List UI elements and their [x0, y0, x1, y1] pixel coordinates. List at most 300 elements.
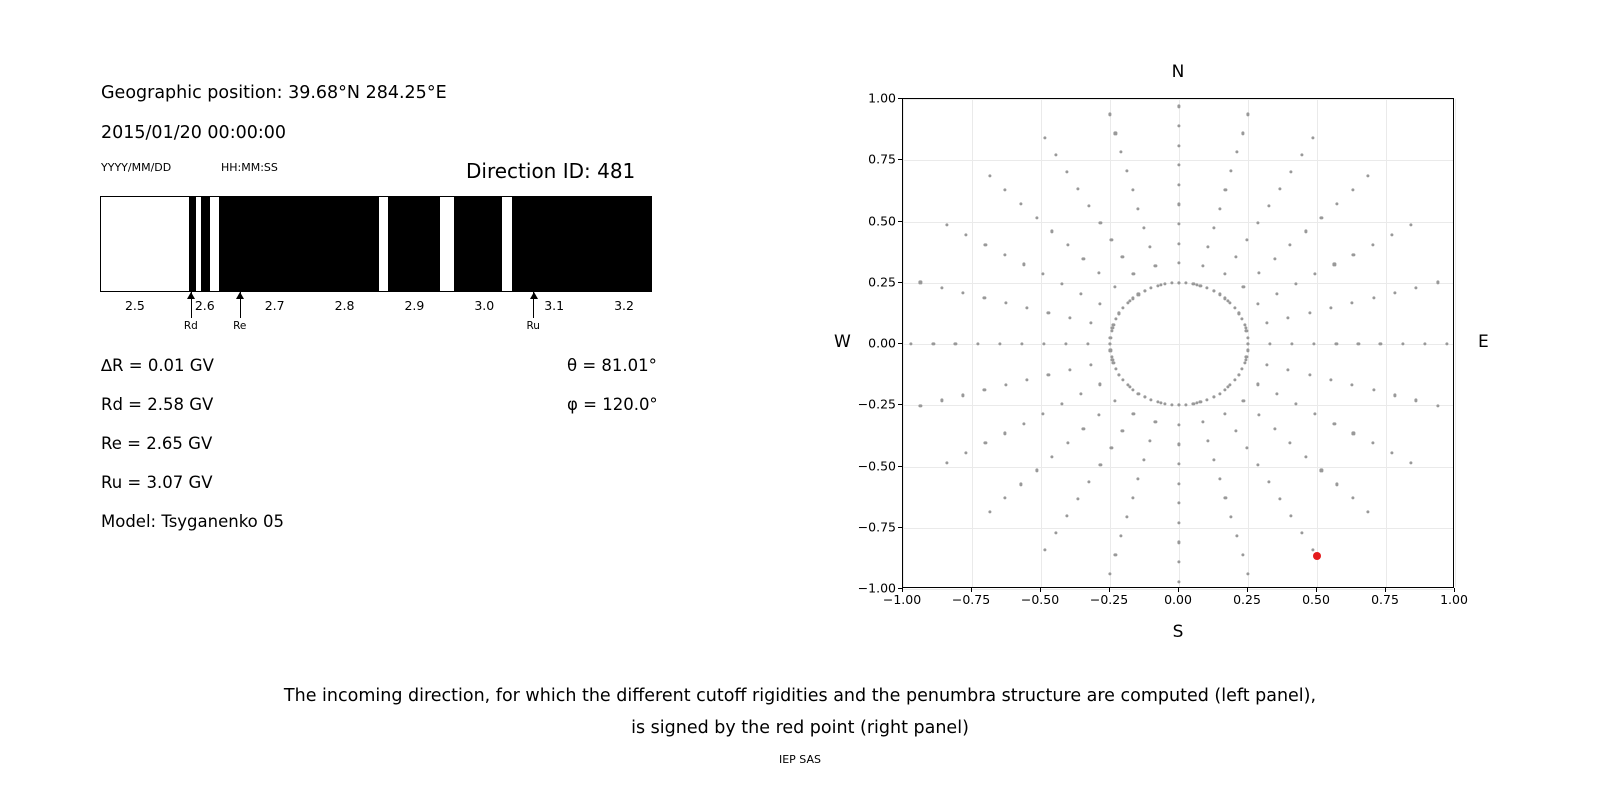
- direction-point: [1247, 113, 1250, 116]
- penumbra-forbidden-band: [189, 197, 196, 291]
- direction-point: [1118, 373, 1121, 376]
- direction-point: [1004, 301, 1007, 304]
- direction-point: [1110, 330, 1113, 333]
- penumbra-marker-arrow-icon: [240, 292, 241, 318]
- direction-point: [1201, 421, 1204, 424]
- direction-point: [1223, 272, 1226, 275]
- direction-point: [1287, 368, 1290, 371]
- direction-point: [1099, 221, 1102, 224]
- direction-point: [1240, 317, 1243, 320]
- direction-point: [1044, 137, 1047, 140]
- direction-point: [1409, 461, 1412, 464]
- direction-point: [1289, 441, 1292, 444]
- direction-point: [1185, 281, 1188, 284]
- direction-point: [1278, 497, 1281, 500]
- direction-point: [1273, 258, 1276, 261]
- direction-point: [1149, 398, 1152, 401]
- direction-point: [940, 286, 943, 289]
- penumbra-marker-label: Ru: [526, 320, 540, 332]
- direction-point: [1022, 263, 1025, 266]
- direction-point: [1137, 392, 1140, 395]
- direction-point: [1265, 321, 1268, 324]
- penumbra-bar: [100, 196, 652, 292]
- sky-map-plot-area: [902, 98, 1454, 588]
- direction-point: [1267, 204, 1270, 207]
- direction-id-label: Direction ID: 481: [466, 159, 636, 183]
- direction-point: [1122, 378, 1125, 381]
- footer-label: IEP SAS: [778, 753, 822, 766]
- direction-point: [1300, 154, 1303, 157]
- direction-point: [1055, 154, 1058, 157]
- direction-point: [1177, 222, 1180, 225]
- penumbra-tick-label: 2.7: [264, 298, 285, 313]
- penumbra-marker-label: Re: [233, 320, 247, 332]
- direction-point: [1313, 342, 1316, 345]
- direction-point: [1352, 432, 1355, 435]
- direction-point: [1114, 317, 1117, 320]
- direction-point: [1229, 383, 1232, 386]
- direction-point: [1114, 553, 1117, 556]
- direction-point: [1066, 244, 1069, 247]
- y-axis-tick-label: 0.00: [868, 335, 896, 351]
- y-axis-tick-label: 0.75: [868, 151, 896, 167]
- penumbra-forbidden-band: [454, 197, 502, 291]
- direction-point: [1099, 383, 1102, 386]
- direction-point: [1379, 342, 1382, 345]
- direction-point: [1019, 483, 1022, 486]
- direction-point: [1218, 293, 1221, 296]
- sky-map-panel: [790, 40, 1580, 660]
- direction-point: [1148, 439, 1151, 442]
- direction-point: [1066, 441, 1069, 444]
- direction-point: [1224, 388, 1227, 391]
- direction-point: [1240, 367, 1243, 370]
- y-axis-tick-mark: [898, 159, 902, 160]
- direction-point: [983, 389, 986, 392]
- penumbra-tick-label: 3.1: [544, 298, 565, 313]
- direction-point: [1044, 548, 1047, 551]
- direction-point: [1234, 255, 1237, 258]
- direction-point: [1035, 216, 1038, 219]
- direction-point: [1060, 282, 1063, 285]
- penumbra-marker-arrow-icon: [191, 292, 192, 318]
- direction-point: [1357, 342, 1360, 345]
- direction-point: [1235, 151, 1238, 154]
- direction-point: [1267, 480, 1270, 483]
- direction-point: [983, 296, 986, 299]
- direction-point: [1113, 285, 1116, 288]
- direction-point: [1177, 124, 1180, 127]
- direction-point: [1257, 271, 1260, 274]
- direction-point: [1177, 541, 1180, 544]
- direction-point: [1218, 477, 1221, 480]
- direction-point: [1212, 226, 1215, 229]
- direction-point: [932, 342, 935, 345]
- direction-point: [1177, 262, 1180, 265]
- penumbra-tick-label: 3.0: [474, 298, 495, 313]
- direction-point: [1082, 427, 1085, 430]
- direction-point: [1109, 349, 1112, 352]
- direction-point: [1114, 132, 1117, 135]
- direction-point: [1041, 273, 1044, 276]
- direction-point: [946, 224, 949, 227]
- direction-point: [1372, 389, 1375, 392]
- direction-point: [1300, 531, 1303, 534]
- direction-point: [1242, 400, 1245, 403]
- direction-point: [1177, 423, 1180, 426]
- direction-point: [988, 510, 991, 513]
- direction-point: [965, 451, 968, 454]
- direction-point: [1223, 412, 1226, 415]
- direction-point: [1351, 301, 1354, 304]
- param-model: Model: Tsyganenko 05: [101, 512, 285, 531]
- direction-point: [1055, 531, 1058, 534]
- direction-point: [1004, 497, 1007, 500]
- direction-point: [1082, 258, 1085, 261]
- y-axis-tick-mark: [898, 588, 902, 589]
- direction-point: [1143, 395, 1146, 398]
- direction-point: [1199, 284, 1202, 287]
- direction-point: [1335, 202, 1338, 205]
- direction-point: [984, 243, 987, 246]
- direction-point: [1110, 238, 1113, 241]
- param-rd: Rd = 2.58 GV: [101, 395, 214, 414]
- figure-caption: [0, 680, 1600, 744]
- penumbra-tick-label: 2.8: [334, 298, 355, 313]
- direction-point: [1132, 412, 1135, 415]
- direction-point: [1257, 413, 1260, 416]
- direction-point: [1089, 363, 1092, 366]
- direction-point: [1212, 395, 1215, 398]
- direction-point: [946, 461, 949, 464]
- direction-point: [1445, 342, 1448, 345]
- direction-point: [1163, 282, 1166, 285]
- direction-point: [984, 442, 987, 445]
- direction-point: [1304, 230, 1307, 233]
- direction-point: [1230, 515, 1233, 518]
- x-axis-tick-mark: [902, 588, 903, 592]
- compass-west-label: W: [834, 332, 851, 352]
- direction-point: [1142, 226, 1145, 229]
- y-axis-tick-mark: [898, 343, 902, 344]
- direction-point: [1003, 432, 1006, 435]
- direction-point: [1224, 496, 1227, 499]
- y-axis-tick-mark: [898, 466, 902, 467]
- x-axis-tick-mark: [1385, 588, 1386, 592]
- direction-point: [1212, 289, 1215, 292]
- x-axis-tick-mark: [971, 588, 972, 592]
- direction-point: [1143, 289, 1146, 292]
- direction-point: [1367, 510, 1370, 513]
- direction-point: [1367, 174, 1370, 177]
- direction-point: [1137, 293, 1140, 296]
- direction-point: [1177, 183, 1180, 186]
- direction-point: [1233, 378, 1236, 381]
- direction-point: [1154, 421, 1157, 424]
- direction-point: [1088, 204, 1091, 207]
- x-axis-tick-mark: [1316, 588, 1317, 592]
- direction-point: [988, 174, 991, 177]
- direction-point: [1177, 521, 1180, 524]
- direction-point: [1068, 368, 1071, 371]
- direction-point: [1112, 323, 1115, 326]
- gridline-vertical: [1179, 99, 1180, 587]
- direction-point: [1064, 342, 1067, 345]
- direction-point: [1177, 502, 1180, 505]
- direction-point: [1079, 393, 1082, 396]
- compass-east-label: E: [1478, 332, 1489, 352]
- direction-point: [1149, 286, 1152, 289]
- y-axis-tick-mark: [898, 221, 902, 222]
- direction-point: [1207, 439, 1210, 442]
- x-axis-tick-mark: [1454, 588, 1455, 592]
- direction-point: [1051, 455, 1054, 458]
- direction-point: [998, 342, 1001, 345]
- direction-point: [1409, 224, 1412, 227]
- penumbra-marker-label: Rd: [183, 320, 198, 332]
- direction-point: [1205, 398, 1208, 401]
- direction-point: [1051, 230, 1054, 233]
- direction-point: [1121, 429, 1124, 432]
- param-re: Re = 2.65 GV: [101, 434, 213, 453]
- y-axis-tick-label: 0.50: [868, 213, 896, 228]
- direction-point: [910, 342, 913, 345]
- direction-point: [1247, 572, 1250, 575]
- direction-point: [954, 342, 957, 345]
- direction-point: [1230, 170, 1233, 173]
- direction-point: [1199, 401, 1202, 404]
- direction-point: [1068, 316, 1071, 319]
- x-axis-tick-label: −0.25: [1089, 592, 1129, 607]
- direction-point: [1122, 306, 1125, 309]
- direction-point: [1229, 301, 1232, 304]
- gridline-horizontal: [903, 99, 1453, 100]
- direction-point: [1137, 208, 1140, 211]
- y-axis-tick-mark: [898, 527, 902, 528]
- y-axis-tick-label: −1.00: [857, 580, 896, 596]
- x-axis-tick-label: 0.25: [1233, 592, 1261, 607]
- direction-point: [961, 291, 964, 294]
- penumbra-tick-label: 2.9: [404, 298, 425, 313]
- direction-point: [1256, 383, 1259, 386]
- direction-point: [1177, 144, 1180, 147]
- direction-point: [1289, 244, 1292, 247]
- direction-point: [1177, 242, 1180, 245]
- direction-point: [1131, 388, 1134, 391]
- direction-point: [1113, 400, 1116, 403]
- direction-point: [1237, 312, 1240, 315]
- direction-point: [1131, 189, 1134, 192]
- penumbra-chart: [100, 196, 652, 292]
- direction-point: [1108, 342, 1111, 345]
- param-ru: Ru = 3.07 GV: [101, 473, 213, 492]
- y-axis-tick-label: 1.00: [868, 90, 896, 106]
- direction-point: [1177, 164, 1180, 167]
- direction-point: [1004, 384, 1007, 387]
- direction-point: [1077, 497, 1080, 500]
- caption-line-1: The incoming direction, for which the different cutoff rigidities and the penumbra structure are computed (left panel),: [283, 686, 1317, 706]
- compass-north-label: N: [1171, 62, 1185, 82]
- direction-point: [1042, 342, 1045, 345]
- direction-point: [1371, 243, 1374, 246]
- gridline-horizontal: [903, 528, 1453, 529]
- direction-point: [1268, 342, 1271, 345]
- gridline-horizontal: [903, 467, 1453, 468]
- direction-point: [1137, 477, 1140, 480]
- y-axis-tick-mark: [898, 282, 902, 283]
- direction-point: [1089, 321, 1092, 324]
- date-format-label: YYYY/MM/DD: [101, 161, 172, 174]
- direction-point: [1390, 451, 1393, 454]
- direction-point: [1207, 245, 1210, 248]
- direction-point: [1234, 429, 1237, 432]
- x-axis-tick-mark: [1178, 588, 1179, 592]
- direction-point: [1177, 203, 1180, 206]
- gridline-horizontal: [903, 344, 1453, 345]
- gridline-vertical: [1317, 99, 1318, 587]
- direction-point: [1066, 171, 1069, 174]
- direction-point: [1177, 482, 1180, 485]
- direction-point: [1003, 253, 1006, 256]
- direction-point: [965, 233, 968, 236]
- direction-point: [1066, 514, 1069, 517]
- direction-point: [1311, 548, 1314, 551]
- penumbra-forbidden-band: [388, 197, 440, 291]
- penumbra-tick-label: 2.6: [194, 298, 215, 313]
- direction-point: [1025, 306, 1028, 309]
- x-axis-tick-mark: [1109, 588, 1110, 592]
- direction-point: [1320, 469, 1323, 472]
- direction-point: [1112, 361, 1115, 364]
- direction-point: [1177, 281, 1180, 284]
- direction-point: [1304, 455, 1307, 458]
- direction-point: [1025, 379, 1028, 382]
- direction-point: [1393, 291, 1396, 294]
- x-axis-tick-label: 0.00: [1164, 592, 1192, 607]
- direction-point: [1233, 306, 1236, 309]
- left-panel: [0, 0, 760, 660]
- direction-point: [1088, 480, 1091, 483]
- direction-point: [1154, 264, 1157, 267]
- direction-point: [1371, 442, 1374, 445]
- direction-point: [1126, 301, 1129, 304]
- direction-point: [1333, 263, 1336, 266]
- direction-point: [1401, 342, 1404, 345]
- direction-point: [1390, 233, 1393, 236]
- direction-point: [1041, 412, 1044, 415]
- direction-point: [1125, 170, 1128, 173]
- x-axis-tick-label: −0.50: [1020, 592, 1060, 607]
- direction-point: [1289, 171, 1292, 174]
- y-axis-tick-label: −0.25: [857, 396, 896, 412]
- direction-point: [1109, 336, 1112, 339]
- direction-point: [1351, 384, 1354, 387]
- direction-point: [1335, 342, 1338, 345]
- x-axis-tick-label: 0.50: [1302, 592, 1330, 607]
- direction-point: [1256, 302, 1259, 305]
- direction-point: [1212, 458, 1215, 461]
- direction-point: [1372, 296, 1375, 299]
- gridline-vertical: [1386, 99, 1387, 587]
- x-axis-tick-label: 0.75: [1371, 592, 1399, 607]
- y-axis-tick-label: −0.50: [857, 458, 896, 473]
- direction-point: [1273, 427, 1276, 430]
- direction-point: [1079, 292, 1082, 295]
- direction-point: [961, 394, 964, 397]
- direction-point: [1125, 515, 1128, 518]
- direction-point: [1156, 284, 1159, 287]
- direction-point: [1131, 297, 1134, 300]
- param-phi: φ = 120.0°: [567, 395, 658, 414]
- direction-point: [1177, 560, 1180, 563]
- direction-point: [1022, 422, 1025, 425]
- direction-point: [1308, 373, 1311, 376]
- direction-point: [1047, 311, 1050, 314]
- direction-point: [1097, 271, 1100, 274]
- direction-point: [1142, 458, 1145, 461]
- direction-point: [1086, 342, 1089, 345]
- datetime-label: 2015/01/20 00:00:00: [101, 123, 287, 143]
- direction-point: [1132, 272, 1135, 275]
- direction-point: [1415, 286, 1418, 289]
- direction-point: [1201, 264, 1204, 267]
- y-axis-tick-mark: [898, 404, 902, 405]
- direction-point: [1241, 132, 1244, 135]
- direction-point: [1077, 188, 1080, 191]
- direction-point: [1235, 534, 1238, 537]
- direction-point: [1275, 292, 1278, 295]
- direction-point: [1121, 255, 1124, 258]
- direction-point: [1019, 202, 1022, 205]
- direction-point: [1351, 497, 1354, 500]
- direction-point: [1436, 404, 1439, 407]
- time-format-label: HH:MM:SS: [221, 161, 278, 174]
- gridline-vertical: [903, 99, 904, 587]
- direction-point: [1114, 367, 1117, 370]
- direction-point: [1278, 188, 1281, 191]
- gridline-vertical: [1455, 99, 1456, 587]
- gridline-vertical: [972, 99, 973, 587]
- geographic-position-label: Geographic position: 39.68°N 284.25°E: [101, 83, 447, 103]
- y-axis-tick-mark: [898, 98, 902, 99]
- direction-point: [1170, 281, 1173, 284]
- x-axis-tick-label: −1.00: [882, 592, 922, 607]
- penumbra-forbidden-band: [201, 197, 211, 291]
- direction-point: [1329, 379, 1332, 382]
- direction-point: [1148, 245, 1151, 248]
- compass-south-label: S: [1172, 622, 1184, 642]
- direction-point: [1218, 392, 1221, 395]
- penumbra-tick-label: 2.5: [124, 298, 145, 313]
- direction-point: [1118, 312, 1121, 315]
- direction-point: [1423, 342, 1426, 345]
- direction-point: [1256, 221, 1259, 224]
- selected-direction-point[interactable]: [1313, 552, 1321, 560]
- caption-line-2: is signed by the red point (right panel): [631, 718, 969, 738]
- direction-point: [1131, 496, 1134, 499]
- x-axis-tick-mark: [1040, 588, 1041, 592]
- direction-point: [1035, 469, 1038, 472]
- direction-point: [1004, 188, 1007, 191]
- direction-point: [1177, 580, 1180, 583]
- penumbra-forbidden-band: [219, 197, 378, 291]
- direction-point: [1275, 393, 1278, 396]
- direction-point: [1177, 404, 1180, 407]
- penumbra-axis: [100, 292, 652, 352]
- direction-point: [1335, 483, 1338, 486]
- y-axis-tick-label: −0.75: [857, 519, 896, 535]
- direction-point: [1265, 363, 1268, 366]
